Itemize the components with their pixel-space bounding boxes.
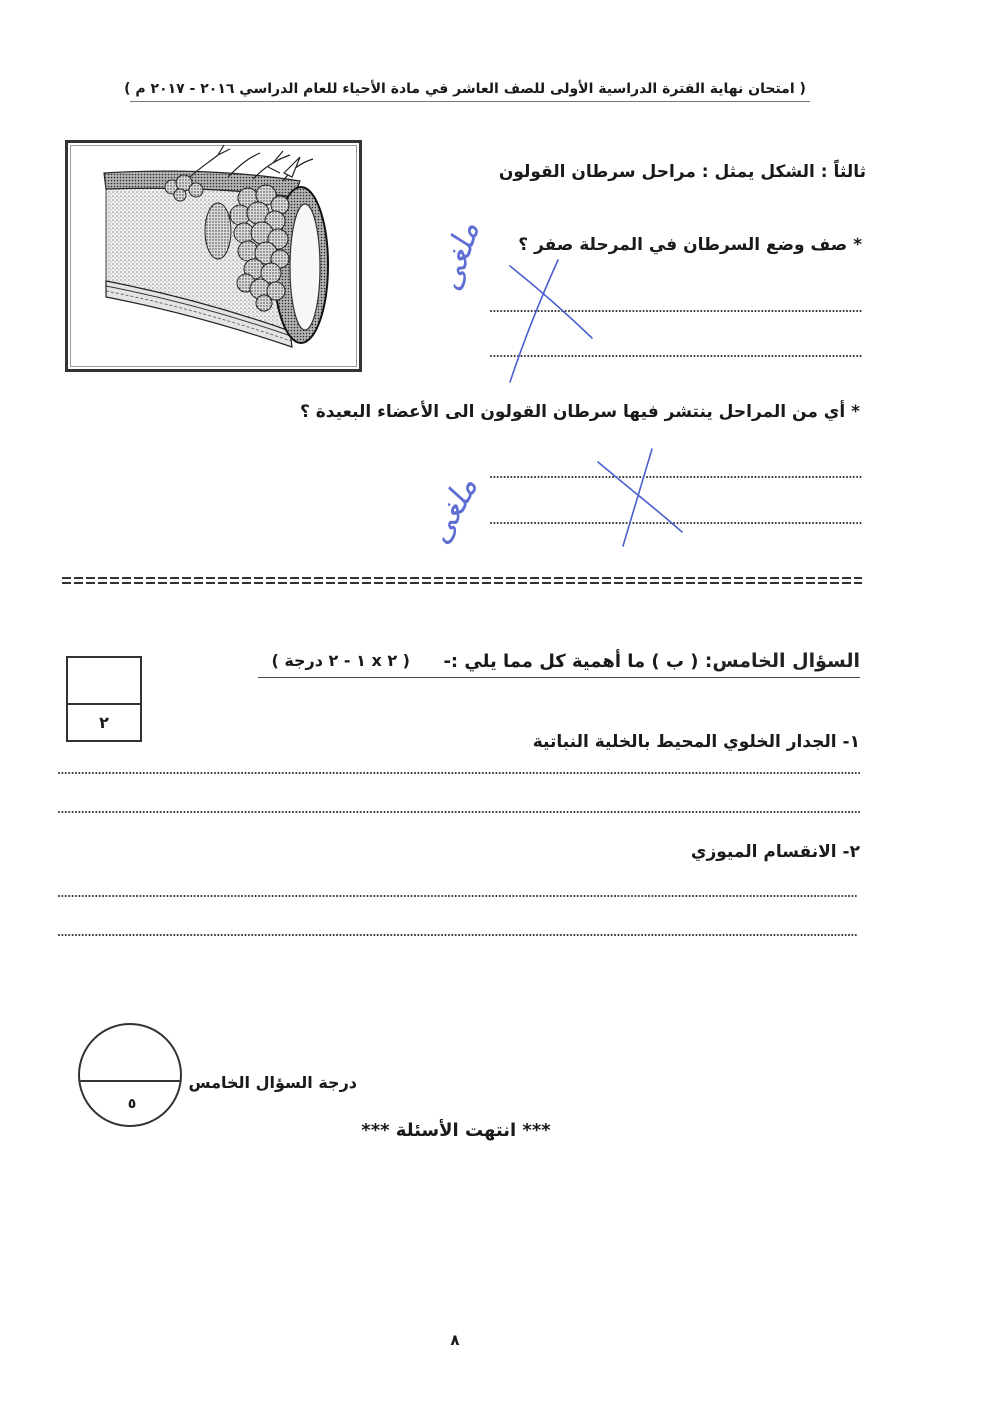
total-score-value: ٥ [127,1096,137,1112]
section-separator [62,582,862,584]
section-separator [62,577,862,579]
total-score-circle [78,1023,182,1127]
colon-cancer-stages-illustration [68,143,359,369]
end-of-questions: *** انتهت الأسئلة *** [361,1120,551,1141]
answer-line [490,522,862,524]
answer-line [490,476,862,478]
answer-line [58,772,860,774]
total-score-label: درجة السؤال الخامس [188,1073,357,1092]
question5-marks: ( ٢ x ١ - ٢ درجة ) [271,651,410,670]
question5-prompt: ( ب ) ما أهمية كل مما يلي :- [443,651,699,672]
answer-line [58,811,860,813]
question5-heading [443,648,860,675]
question-metastasis-stage: * أي من المراحل ينتشر فيها سرطان القولون الى الأعضاء البعيدة ؟ [299,402,860,422]
question5-underline [258,677,860,678]
colon-opening-inner [290,204,320,330]
section3-title: ثالثاً : الشكل يمثل : مراحل سرطان القولون [498,162,866,182]
total-score-divider [80,1080,180,1082]
answer-line [58,895,858,897]
figure-frame [65,140,362,372]
cross-mark-stroke [510,266,592,338]
answer-line [58,934,858,936]
cross-mark-stroke [510,260,558,382]
score-box [66,656,142,742]
answer-line [490,310,862,312]
header-underline [130,101,810,102]
question5-label: السؤال الخامس: [704,650,860,672]
question-stage-zero: * صف وضع السرطان في المرحلة صفر ؟ [518,235,862,255]
cross-mark-stroke [623,449,652,546]
handwritten-cancel-note: ملغى [429,216,487,296]
exam-header: ( امتحان نهاية الفترة الدراسية الأولى للصف العاشر في مادة الأحياء للعام الدراسي ٢٠١٦ - ٢٠١٧ م ) [124,81,806,97]
score-box-divider [68,703,140,705]
question5-item-cell-wall: ١- الجدار الخلوي المحيط بالخلية النباتية [532,732,860,752]
score-box-value: ٢ [99,713,109,732]
answer-line [490,355,862,357]
handwritten-cancel-note: ملغى [418,470,486,550]
question5-item-meiosis: ٢- الانقسام الميوزي [690,842,860,862]
page-number: ٨ [450,1331,460,1349]
